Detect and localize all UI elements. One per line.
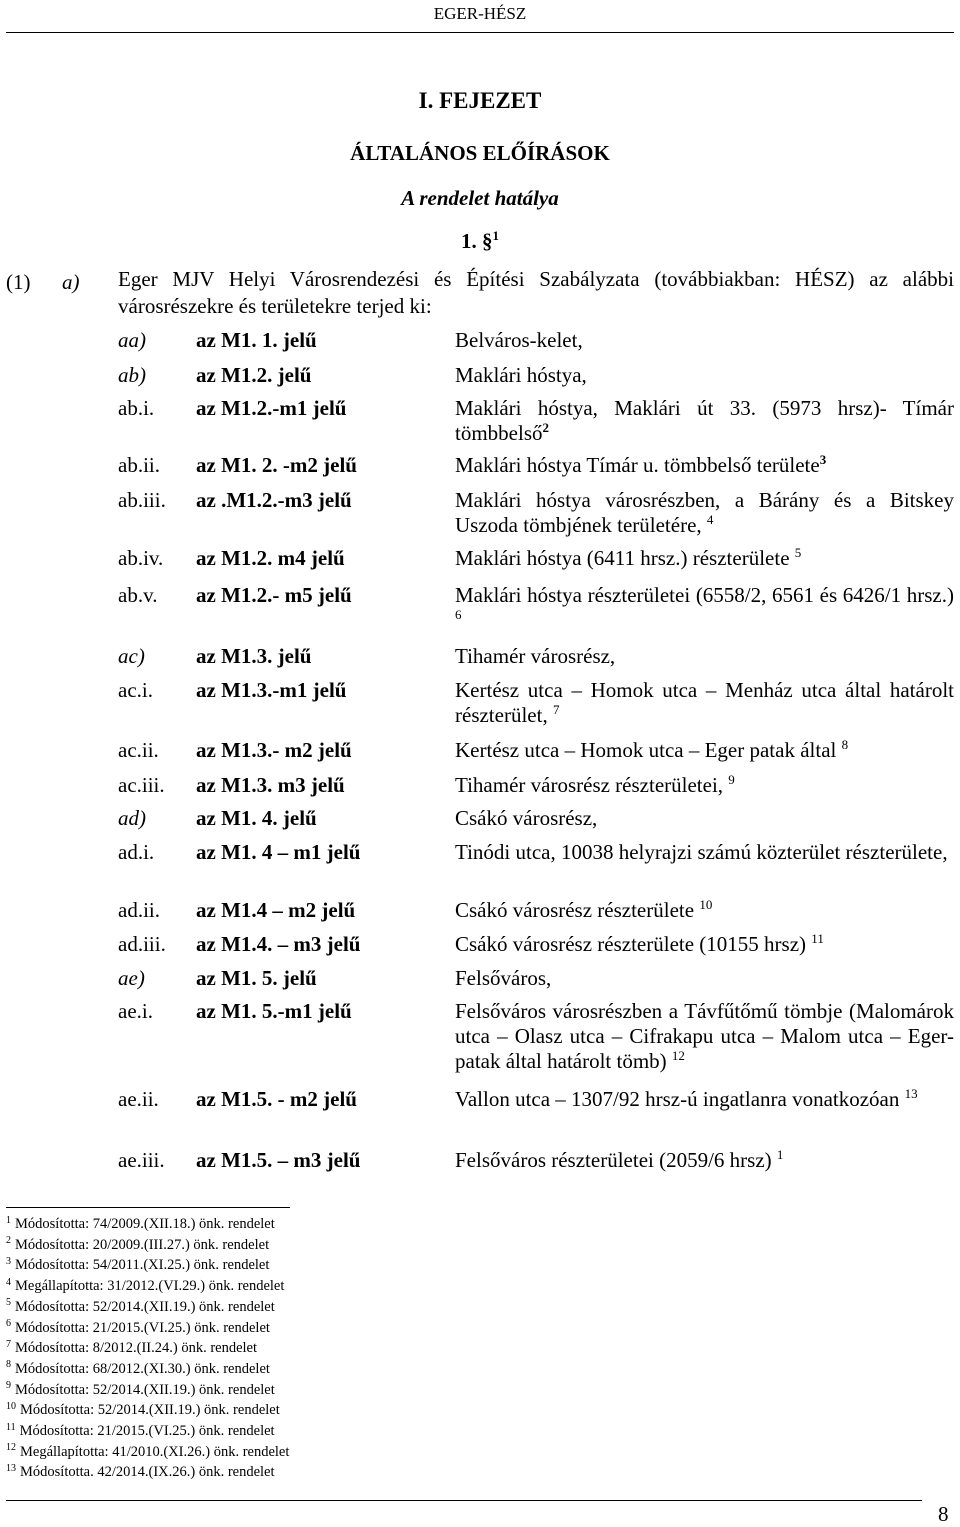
area-code: az M1.2.- m5 jelű bbox=[196, 583, 352, 607]
area-label: ab.iv. bbox=[118, 546, 164, 570]
footnote-text: Módosította: 68/2012.(XI.30.) önk. rendelet bbox=[15, 1360, 270, 1377]
area-code: az .M1.2.-m3 jelű bbox=[196, 488, 352, 512]
area-description bbox=[455, 1148, 954, 1173]
footnote-number: 10 bbox=[6, 1400, 16, 1412]
footnote bbox=[6, 1380, 706, 1401]
footnote-rule bbox=[6, 1207, 290, 1208]
area-label: ae.i. bbox=[118, 999, 153, 1023]
footnote-ref: 8 bbox=[841, 737, 849, 753]
footnote bbox=[6, 1235, 706, 1256]
area-code: az M1.4. – m3 jelű bbox=[196, 932, 361, 956]
chapter-heading: I. FEJEZET bbox=[418, 88, 542, 113]
page-number: 8 bbox=[938, 1502, 949, 1526]
footnote-ref: 11 bbox=[811, 931, 824, 947]
area-label: ad.ii. bbox=[118, 898, 160, 922]
footnote bbox=[6, 1338, 706, 1359]
footnote-ref: 5 bbox=[794, 545, 802, 561]
footnote-text: Módosította: 21/2015.(VI.25.) önk. rendelet bbox=[15, 1319, 270, 1336]
area-description bbox=[455, 773, 954, 798]
footnote-number: 7 bbox=[6, 1338, 11, 1350]
footnote bbox=[6, 1359, 706, 1380]
footnote-ref: 2 bbox=[542, 420, 549, 436]
area-description bbox=[455, 488, 954, 538]
area-code: az M1. 1. jelű bbox=[196, 328, 317, 352]
footnotes bbox=[6, 1214, 706, 1483]
area-description bbox=[455, 644, 954, 669]
area-code: az M1. 5.-m1 jelű bbox=[196, 999, 352, 1023]
area-label: ad.iii. bbox=[118, 932, 166, 956]
area-description bbox=[455, 1087, 954, 1112]
area-description-text: Tinódi utca, 10038 helyrajzi számú közterület részterülete, bbox=[455, 840, 948, 864]
area-description-text: Belváros-kelet, bbox=[455, 328, 583, 352]
area-label: ab.v. bbox=[118, 583, 158, 607]
area-label: ad.i. bbox=[118, 840, 155, 864]
intro-text: Eger MJV Helyi Városrendezési és Építési Szabályzata (továbbiakban: HÉSZ) az alábbi városrészekre és területekre terjed ki: bbox=[118, 267, 954, 318]
area-description-text: Maklári hóstya (6411 hrsz.) részterülete bbox=[455, 546, 790, 570]
area-description-text: Tihamér városrész részterületei, bbox=[455, 773, 724, 797]
footnote-text: Módosította: 52/2014.(XII.19.) önk. rendelet bbox=[15, 1298, 275, 1315]
area-label: ae) bbox=[118, 966, 145, 990]
area-label: ac.i. bbox=[118, 678, 153, 702]
area-code: az M1. 4 – m1 jelű bbox=[196, 840, 361, 864]
area-label: ae.iii. bbox=[118, 1148, 165, 1172]
footnote-number: 13 bbox=[6, 1462, 16, 1474]
footnote-number: 5 bbox=[6, 1297, 11, 1309]
area-label: ac.ii. bbox=[118, 738, 159, 762]
area-description bbox=[455, 453, 954, 478]
area-label: ab.ii. bbox=[118, 453, 160, 477]
area-code: az M1.2. m4 jelű bbox=[196, 546, 345, 570]
footnote bbox=[6, 1421, 706, 1442]
area-description-text: Felsőváros részterületei (2059/6 hrsz) bbox=[455, 1148, 772, 1172]
paragraph-footnote-ref: 1 bbox=[492, 228, 499, 244]
footnote-ref: 9 bbox=[728, 772, 735, 788]
footnote-number: 12 bbox=[6, 1442, 16, 1454]
area-code: az M1. 5. jelű bbox=[196, 966, 317, 990]
footnote-text: Módosította: 54/2011.(XI.25.) önk. rendelet bbox=[15, 1257, 270, 1274]
area-code: az M1.5. - m2 jelű bbox=[196, 1087, 357, 1111]
intro-letter: a) bbox=[62, 270, 80, 294]
footnote-ref: 7 bbox=[552, 702, 560, 718]
footnote bbox=[6, 1462, 706, 1483]
footnote-text: Módosította. 42/2014.(IX.26.) önk. rendelet bbox=[20, 1464, 275, 1481]
area-description bbox=[455, 546, 954, 571]
footnote bbox=[6, 1214, 706, 1235]
area-code: az M1.3. m3 jelű bbox=[196, 773, 345, 797]
footnote-text: Megállapította: 31/2012.(VI.29.) önk. rendelet bbox=[15, 1278, 285, 1295]
area-description bbox=[455, 932, 954, 957]
area-label: ac.iii. bbox=[118, 773, 165, 797]
area-label: ab.iii. bbox=[118, 488, 166, 512]
area-description-text: Tihamér városrész, bbox=[455, 644, 616, 668]
area-description bbox=[455, 583, 954, 633]
footnote-text: Megállapította: 41/2010.(XI.26.) önk. rendelet bbox=[20, 1443, 290, 1460]
footnote-text: Módosította: 8/2012.(II.24.) önk. rendelet bbox=[15, 1340, 258, 1357]
area-description-text: Maklári hóstya városrészben, a Bárány és a Bitskey Uszoda tömbjének területére, bbox=[455, 488, 954, 537]
area-label: ac) bbox=[118, 644, 145, 668]
area-code: az M1.3. jelű bbox=[196, 644, 312, 668]
area-code: az M1.2.-m1 jelű bbox=[196, 396, 347, 420]
subsection-title: A rendelet hatálya bbox=[401, 186, 559, 210]
footnote bbox=[6, 1400, 706, 1421]
area-label: ae.ii. bbox=[118, 1087, 159, 1111]
area-description-text: Maklári hóstya, Maklári út 33. (5973 hrsz)- Tímár tömbbelső bbox=[455, 396, 954, 445]
footnote-text: Módosította: 20/2009.(III.27.) önk. rendelet bbox=[15, 1236, 270, 1253]
footnote-ref: 4 bbox=[706, 512, 714, 528]
area-description bbox=[455, 898, 954, 923]
area-code: az M1.5. – m3 jelű bbox=[196, 1148, 361, 1172]
footnote bbox=[6, 1276, 706, 1297]
area-description bbox=[455, 999, 954, 1074]
footnote-number: 6 bbox=[6, 1318, 11, 1330]
footnote-text: Módosította: 52/2014.(XII.19.) önk. rendelet bbox=[20, 1402, 280, 1419]
area-description bbox=[455, 396, 954, 446]
area-description bbox=[455, 678, 954, 728]
area-code: az M1. 4. jelű bbox=[196, 806, 317, 830]
area-description bbox=[455, 966, 954, 991]
area-description bbox=[455, 738, 954, 763]
area-description bbox=[455, 840, 954, 865]
footnote bbox=[6, 1318, 706, 1339]
header-rule bbox=[6, 32, 954, 33]
footnote-number: 1 bbox=[6, 1214, 11, 1226]
footnote-ref: 6 bbox=[455, 607, 462, 623]
area-description-text: Felsőváros, bbox=[455, 966, 552, 990]
intro-number: (1) bbox=[6, 270, 31, 294]
area-code: az M1.3.- m2 jelű bbox=[196, 738, 352, 762]
footnote-text: Módosította: 21/2015.(VI.25.) önk. rendelet bbox=[19, 1423, 275, 1440]
footnote-ref: 10 bbox=[699, 897, 713, 913]
footnote bbox=[6, 1442, 706, 1463]
running-header: EGER-HÉSZ bbox=[433, 4, 527, 23]
footnote-ref: 1 bbox=[776, 1147, 784, 1163]
area-description-text: Maklári hóstya részterületei (6558/2, 6561 és 6426/1 hrsz.) bbox=[455, 583, 954, 607]
area-code: az M1. 2. -m2 jelű bbox=[196, 453, 357, 477]
section-title: ÁLTALÁNOS ELŐÍRÁSOK bbox=[350, 141, 610, 165]
area-description-text: Vallon utca – 1307/92 hrsz-ú ingatlanra vonatkozóan bbox=[455, 1087, 900, 1111]
footnote-number: 11 bbox=[6, 1421, 16, 1433]
footnote-ref: 3 bbox=[819, 452, 827, 468]
area-label: ab.i. bbox=[118, 396, 155, 420]
area-description-text: Maklári hóstya, bbox=[455, 363, 587, 387]
footnote-number: 4 bbox=[6, 1276, 11, 1288]
footnote-text: Módosította: 74/2009.(XII.18.) önk. rendelet bbox=[15, 1216, 275, 1232]
area-description bbox=[455, 363, 954, 388]
area-code: az M1.4 – m2 jelű bbox=[196, 898, 356, 922]
area-description-text: Csákó városrész részterülete bbox=[455, 898, 695, 922]
footer-rule bbox=[6, 1500, 922, 1501]
footnote-number: 3 bbox=[6, 1255, 11, 1267]
area-description-text: Felsőváros városrészben a Távfűtőmű tömbje (Malomárok utca – Olasz utca – Cifrakapu utca – Malom utca – Eger-patak által határolt tömb) bbox=[455, 999, 954, 1073]
paragraph-label: 1. § bbox=[461, 229, 493, 253]
footnote-number: 9 bbox=[6, 1380, 11, 1392]
area-description-text: Kertész utca – Homok utca – Menház utca által határolt részterület, bbox=[455, 678, 954, 727]
area-description-text: Csákó városrész, bbox=[455, 806, 598, 830]
area-label: ab) bbox=[118, 363, 146, 387]
area-description-text: Kertész utca – Homok utca – Eger patak által bbox=[455, 738, 837, 762]
paragraph-heading bbox=[0, 229, 960, 254]
area-description-text: Csákó városrész részterülete (10155 hrsz) bbox=[455, 932, 807, 956]
footnote-number: 8 bbox=[6, 1359, 11, 1371]
footnote-text: Módosította: 52/2014.(XII.19.) önk. rendelet bbox=[15, 1381, 275, 1398]
area-description-text: Maklári hóstya Tímár u. tömbbelső területe bbox=[455, 453, 820, 477]
footnote-number: 2 bbox=[6, 1235, 11, 1247]
area-code: az M1.3.-m1 jelű bbox=[196, 678, 347, 702]
area-description bbox=[455, 806, 954, 831]
footnote-ref: 13 bbox=[904, 1086, 918, 1102]
area-label: aa) bbox=[118, 328, 146, 352]
area-description bbox=[455, 328, 954, 353]
footnote-ref: 12 bbox=[671, 1048, 685, 1064]
footnote bbox=[6, 1255, 706, 1276]
footnote bbox=[6, 1297, 706, 1318]
area-code: az M1.2. jelű bbox=[196, 363, 312, 387]
area-label: ad) bbox=[118, 806, 146, 830]
